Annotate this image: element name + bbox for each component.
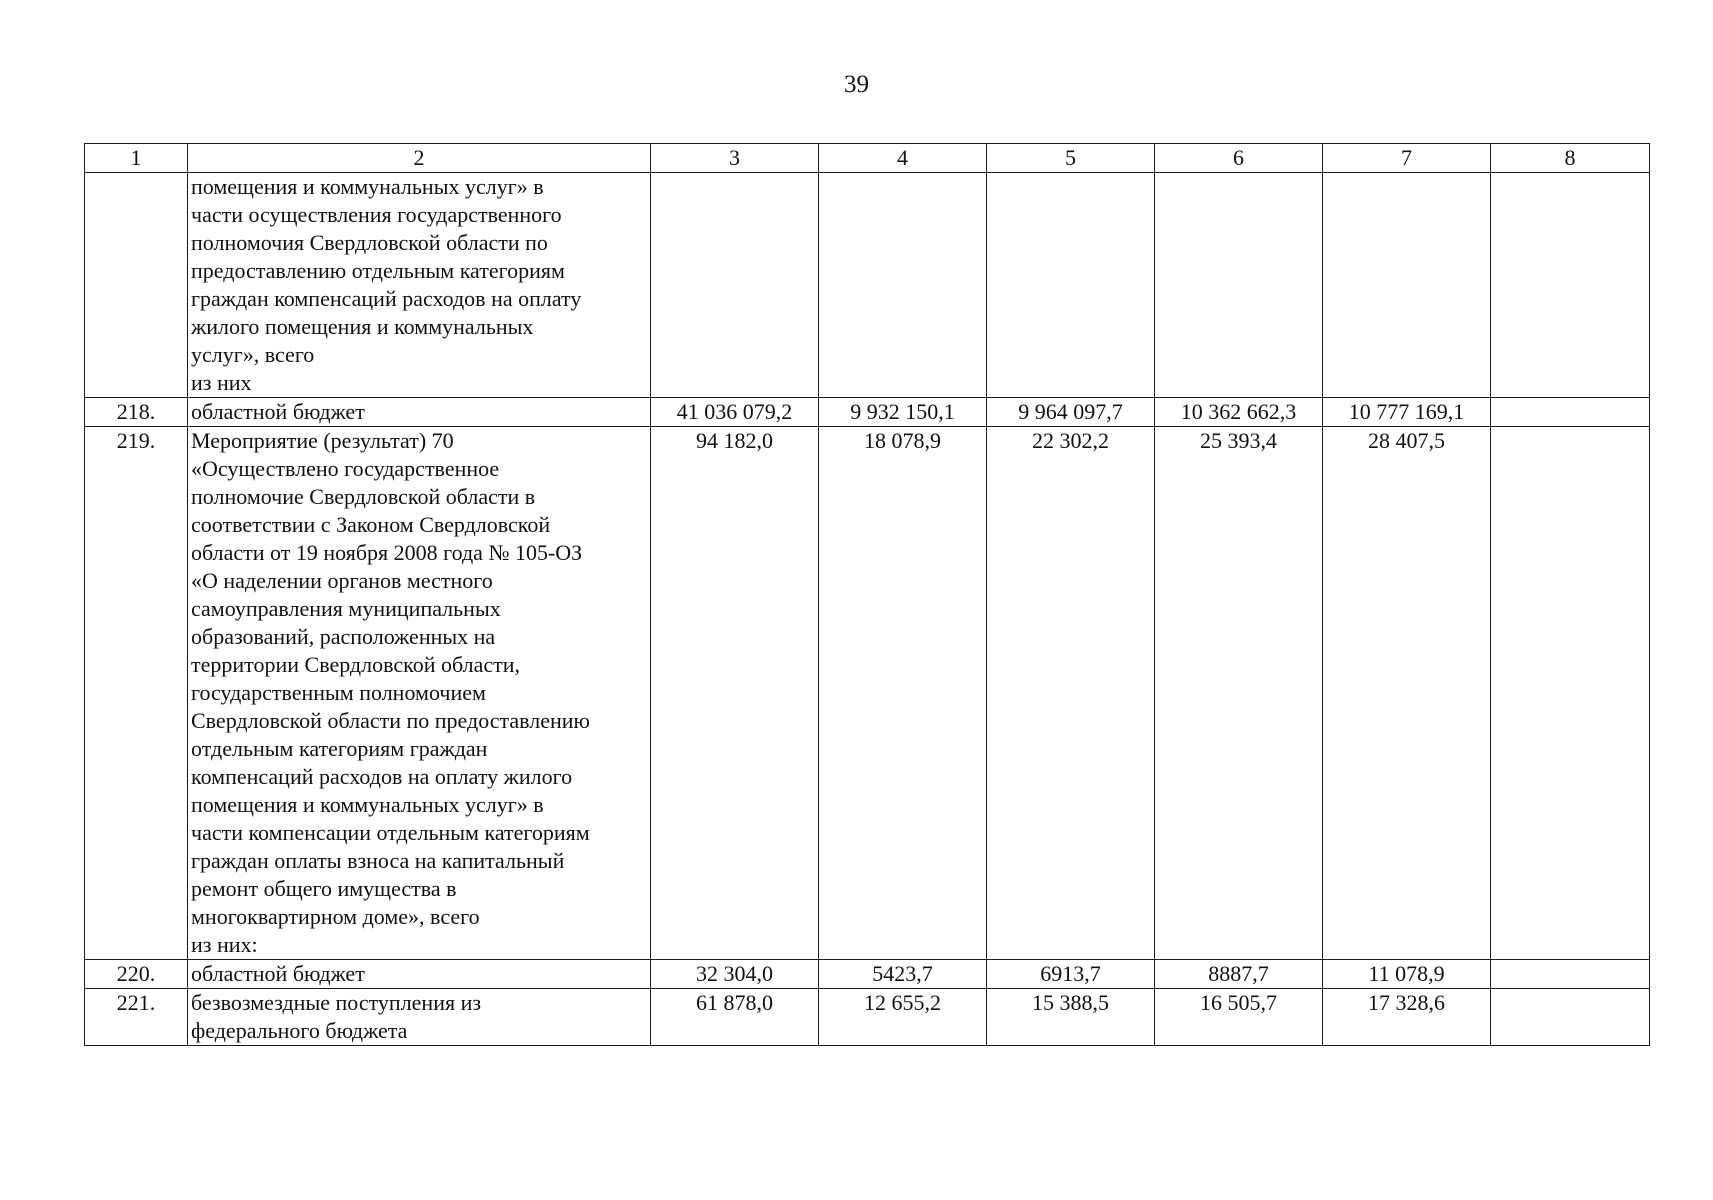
- row-description: [188, 989, 651, 1046]
- description-line: Мероприятие (результат) 70: [191, 428, 454, 453]
- description-line: федерального бюджета: [191, 1018, 408, 1043]
- value-cell-col-5: 22 302,2: [987, 427, 1155, 960]
- column-header: 8: [1491, 144, 1650, 173]
- description-line: из них:: [191, 932, 258, 957]
- table-row: [85, 398, 1650, 427]
- value-cell-col-4: 9 932 150,1: [819, 398, 987, 427]
- value-cell-col-5: 15 388,5: [987, 989, 1155, 1046]
- value-cell-col-3: 41 036 079,2: [651, 398, 819, 427]
- table-row: [85, 427, 1650, 960]
- value-cell-col-8: [1491, 398, 1650, 427]
- row-description: [188, 960, 651, 989]
- column-header: 2: [188, 144, 651, 173]
- value-cell-col-3: [651, 173, 819, 398]
- description-line: предоставлению отдельным категориям: [191, 258, 565, 283]
- value-cell-col-7: 11 078,9: [1323, 960, 1491, 989]
- description-line: государственным полномочием: [191, 680, 486, 705]
- description-line: многоквартирном доме», всего: [191, 904, 480, 929]
- column-header: 3: [651, 144, 819, 173]
- description-line: из них: [191, 370, 252, 395]
- row-number: 218.: [85, 398, 188, 427]
- description-line: соответствии с Законом Свердловской: [191, 512, 551, 537]
- description-line: «О наделении органов местного: [191, 568, 493, 593]
- value-cell-col-7: 28 407,5: [1323, 427, 1491, 960]
- description-line: полномочия Свердловской области по: [191, 230, 548, 255]
- value-cell-col-8: [1491, 173, 1650, 398]
- row-number: [85, 173, 188, 398]
- row-number: 219.: [85, 427, 188, 960]
- value-cell-col-7: 10 777 169,1: [1323, 398, 1491, 427]
- description-line: области от 19 ноября 2008 года № 105-ОЗ: [191, 540, 583, 565]
- description-line: отдельным категориям граждан: [191, 736, 488, 761]
- column-header: 5: [987, 144, 1155, 173]
- value-cell-col-6: [1155, 173, 1323, 398]
- column-header: 6: [1155, 144, 1323, 173]
- description-line: полномочие Свердловской области в: [191, 484, 536, 509]
- description-line: областной бюджет: [191, 399, 365, 424]
- description-line: компенсаций расходов на оплату жилого: [191, 764, 573, 789]
- description-line: услуг», всего: [191, 342, 315, 367]
- description-line: безвозмездные поступления из: [191, 990, 482, 1015]
- row-description: [188, 173, 651, 398]
- description-line: граждан компенсаций расходов на оплату: [191, 286, 582, 311]
- value-cell-col-3: 32 304,0: [651, 960, 819, 989]
- value-cell-col-6: 8887,7: [1155, 960, 1323, 989]
- value-cell-col-6: 16 505,7: [1155, 989, 1323, 1046]
- row-number: 221.: [85, 989, 188, 1046]
- value-cell-col-4: 18 078,9: [819, 427, 987, 960]
- value-cell-col-3: 61 878,0: [651, 989, 819, 1046]
- description-line: помещения и коммунальных услуг» в: [191, 792, 544, 817]
- table-row: [85, 989, 1650, 1046]
- description-line: Свердловской области по предоставлению: [191, 708, 590, 733]
- value-cell-col-4: 12 655,2: [819, 989, 987, 1046]
- value-cell-col-5: 6913,7: [987, 960, 1155, 989]
- value-cell-col-6: 10 362 662,3: [1155, 398, 1323, 427]
- description-line: «Осуществлено государственное: [191, 456, 500, 481]
- description-line: областной бюджет: [191, 961, 365, 986]
- description-line: жилого помещения и коммунальных: [191, 314, 534, 339]
- description-line: части осуществления государственного: [191, 202, 562, 227]
- column-header: 4: [819, 144, 987, 173]
- description-line: граждан оплаты взноса на капитальный: [191, 848, 565, 873]
- value-cell-col-7: 17 328,6: [1323, 989, 1491, 1046]
- column-header: 7: [1323, 144, 1491, 173]
- value-cell-col-3: 94 182,0: [651, 427, 819, 960]
- row-number: 220.: [85, 960, 188, 989]
- column-header: 1: [85, 144, 188, 173]
- value-cell-col-8: [1491, 427, 1650, 960]
- description-line: самоуправления муниципальных: [191, 596, 501, 621]
- table-row: [85, 173, 1650, 398]
- row-description: [188, 427, 651, 960]
- budget-table: [84, 143, 1650, 1046]
- value-cell-col-4: [819, 173, 987, 398]
- value-cell-col-5: 9 964 097,7: [987, 398, 1155, 427]
- value-cell-col-6: 25 393,4: [1155, 427, 1323, 960]
- description-line: территории Свердловской области,: [191, 652, 521, 677]
- table-body: [85, 173, 1650, 1046]
- value-cell-col-4: 5423,7: [819, 960, 987, 989]
- description-line: образований, расположенных на: [191, 624, 496, 649]
- description-line: части компенсации отдельным категориям: [191, 820, 590, 845]
- value-cell-col-8: [1491, 960, 1650, 989]
- description-line: ремонт общего имущества в: [191, 876, 457, 901]
- row-description: [188, 398, 651, 427]
- header-row: [85, 144, 1650, 173]
- table-row: [85, 960, 1650, 989]
- value-cell-col-5: [987, 173, 1155, 398]
- value-cell-col-8: [1491, 989, 1650, 1046]
- value-cell-col-7: [1323, 173, 1491, 398]
- page-number: 39: [844, 71, 869, 98]
- description-line: помещения и коммунальных услуг» в: [191, 174, 544, 199]
